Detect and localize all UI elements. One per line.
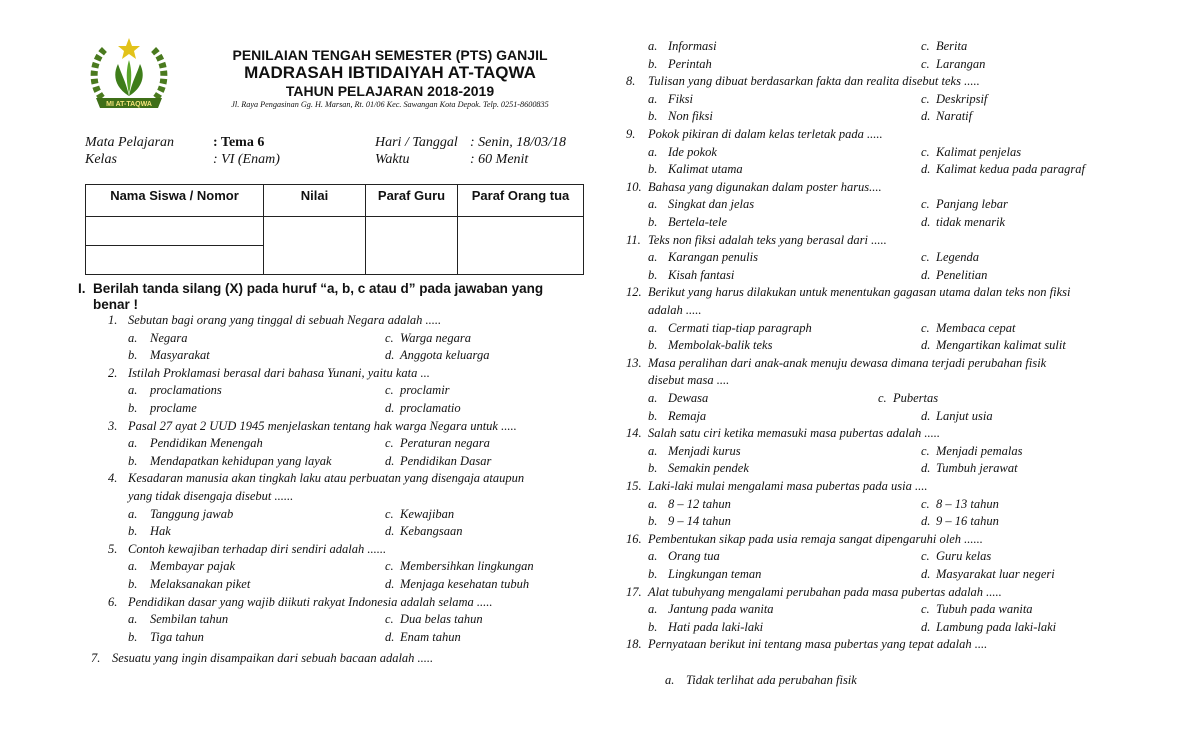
option-letter: c.	[921, 144, 930, 159]
option-text: Kisah fantasi	[668, 267, 735, 282]
question-text-continued: yang tidak disengaja disebut ......	[128, 489, 294, 503]
question-text: Sebutan bagi orang yang tinggal di sebuah Negara adalah .....	[128, 313, 442, 327]
question-number: 15.	[626, 479, 642, 493]
option-text: Orang tua	[668, 549, 720, 564]
school-logo	[88, 36, 170, 118]
option-text: Tanggung jawab	[150, 506, 234, 521]
option-text: Ide pokok	[668, 144, 717, 159]
col-name: Nama Siswa / Nomor	[86, 185, 264, 217]
option-text: Kalimat utama	[668, 162, 743, 177]
time-value: : 60 Menit	[470, 152, 529, 167]
option-letter: a.	[128, 330, 138, 345]
option-text: proclamations	[150, 383, 222, 398]
option-letter: d.	[921, 215, 931, 229]
option-text: Bertela-tele	[668, 215, 727, 229]
option-text: Sembilan tahun	[150, 612, 229, 627]
option-letter: a.	[648, 197, 658, 212]
question-number: 2.	[108, 365, 118, 380]
option-letter: d.	[385, 453, 395, 468]
question-text: Contoh kewajiban terhadap diri sendiri adalah ......	[128, 541, 387, 556]
option-letter: c.	[385, 436, 394, 451]
question-number: 1.	[108, 313, 118, 327]
option-text: Deskripsif	[936, 91, 988, 106]
question-number: 11.	[626, 232, 641, 247]
cell-parent-sign[interactable]	[458, 217, 584, 275]
option-letter: b.	[128, 629, 138, 644]
cell-score[interactable]	[264, 217, 366, 275]
question-text: Laki-laki mulai mengalami masa pubertas pada usia ....	[648, 479, 928, 493]
option-text: Berita	[936, 39, 968, 53]
question-text: Berikut yang harus dilakukan untuk menentukan gagasan utama dalan teks non fiksi	[648, 285, 1071, 300]
option-letter: d.	[921, 567, 931, 581]
question-text: Sesuatu yang ingin disampaikan dari sebuah bacaan adalah .....	[112, 651, 434, 666]
option-letter: d.	[921, 267, 931, 282]
option-text: Dua belas tahun	[400, 612, 483, 627]
option-letter: d.	[921, 514, 931, 529]
cell-teacher-sign[interactable]	[366, 217, 458, 275]
option-letter: b.	[128, 524, 138, 539]
option-text: Fiksi	[668, 91, 693, 106]
option-text: Membayar pajak	[150, 559, 236, 574]
section-instruction-line2: benar !	[93, 297, 139, 312]
option-letter: b.	[648, 567, 658, 581]
question-text-continued: adalah .....	[648, 303, 702, 317]
option-letter: c.	[921, 549, 930, 564]
col-teacher-sign: Paraf Guru	[366, 185, 458, 217]
option-text: Lambung pada laki-laki	[936, 619, 1057, 634]
question-number: 8.	[626, 74, 636, 89]
date-label: Hari / Tanggal	[375, 135, 458, 150]
option-text: Pubertas	[893, 391, 939, 405]
option-letter: c.	[385, 330, 394, 345]
question-number: 6.	[108, 594, 118, 609]
option-letter: b.	[648, 162, 658, 177]
question-number: 5.	[108, 541, 118, 556]
question-text: Teks non fiksi adalah teks yang berasal dari .....	[648, 232, 887, 247]
option-letter: a.	[648, 549, 658, 564]
option-letter: d.	[385, 348, 395, 363]
option-text: 9 – 16 tahun	[936, 514, 999, 529]
option-letter: a.	[648, 91, 658, 106]
option-letter: d.	[921, 338, 931, 353]
option-text: Tubuh pada wanita	[936, 602, 1033, 617]
question-text: Pendidikan dasar yang wajib diikuti rakyat Indonesia adalah selama .....	[128, 594, 493, 609]
question-text-continued: disebut masa ....	[648, 373, 730, 388]
option-letter: c.	[921, 320, 930, 335]
option-text: Penelitian	[936, 267, 988, 282]
option-text: Hati pada laki-laki	[668, 619, 764, 634]
option-letter: b.	[648, 461, 658, 476]
option-letter: a.	[648, 144, 658, 159]
logo-text: MI AT-TAQWA	[106, 101, 152, 108]
option-letter: a.	[648, 391, 658, 405]
option-letter: b.	[128, 453, 138, 468]
option-text: Enam tahun	[400, 629, 461, 644]
cell-name-2[interactable]	[86, 246, 264, 275]
option-text: Non fiksi	[668, 109, 713, 124]
option-letter: c.	[921, 602, 930, 617]
question-text: Pembentukan sikap pada usia remaja sangat dipengaruhi oleh ......	[648, 531, 983, 546]
option-letter: b.	[648, 267, 658, 282]
option-text: Panjang lebar	[936, 197, 1008, 212]
option-text: Cermati tiap-tiap paragraph	[668, 320, 812, 335]
option-text: Semakin pendek	[668, 461, 749, 476]
question-number: 9.	[626, 127, 636, 141]
subject-value: : Tema 6	[213, 135, 265, 150]
question-number: 14.	[626, 426, 642, 441]
option-text: Jantung pada wanita	[668, 602, 774, 617]
option-text: Negara	[150, 330, 188, 345]
option-letter: d.	[921, 408, 931, 423]
option-letter: d.	[385, 577, 395, 591]
option-text: Remaja	[668, 408, 707, 423]
option-letter: c.	[385, 612, 394, 627]
question-number: 18.	[626, 637, 642, 652]
question-text: Kesadaran manusia akan tingkah laku atau perbuatan yang disengaja ataupun	[128, 471, 525, 486]
section-instruction-line1: Berilah tanda silang (X) pada huruf “a, b, c atau d” pada jawaban yang	[93, 281, 544, 296]
option-letter: d.	[921, 619, 931, 634]
question-number: 13.	[626, 355, 642, 370]
option-letter: a.	[648, 320, 658, 335]
option-text: Pendidikan Dasar	[400, 453, 492, 468]
question-text: Pernyataan berikut ini tentang masa pubertas yang tepat adalah ....	[648, 637, 988, 652]
option-letter: b.	[648, 408, 658, 423]
header-line1: PENILAIAN TENGAH SEMESTER (PTS) GANJIL	[232, 47, 548, 63]
option-text: Kalimat penjelas	[936, 144, 1022, 159]
option-text: Tidak terlihat ada perubahan fisik	[686, 673, 857, 687]
option-letter: d.	[385, 401, 395, 415]
col-parent-sign: Paraf Orang tua	[458, 185, 584, 217]
option-text: Mendapatkan kehidupan yang layak	[150, 453, 332, 468]
question-text: Pasal 27 ayat 2 UUD 1945 menjelaskan tentang hak warga Negara untuk .....	[128, 418, 517, 433]
option-letter: c.	[878, 391, 887, 405]
option-letter: d.	[385, 524, 395, 539]
option-letter: d.	[921, 461, 931, 476]
option-letter: a.	[665, 673, 675, 687]
option-letter: d.	[385, 629, 395, 644]
option-letter: b.	[648, 215, 658, 229]
option-text: Melaksanakan piket	[150, 577, 251, 591]
option-text: Masyarakat luar negeri	[936, 567, 1055, 581]
school-address: Jl. Raya Pengasinan Gg. H. Marsan, Rt. 01/06 Kec. Sawangan Kota Depok. Telp. 0251-8600835	[231, 100, 549, 109]
option-text: Lingkungan teman	[668, 567, 762, 581]
option-text: Anggota keluarga	[400, 348, 490, 363]
option-text: Larangan	[936, 56, 986, 71]
option-letter: d.	[921, 162, 931, 177]
question-text: Bahasa yang digunakan dalam poster harus....	[648, 179, 882, 194]
option-letter: c.	[921, 197, 930, 212]
option-text: Naratif	[936, 109, 973, 124]
option-text: Lanjut usia	[936, 408, 993, 423]
option-text: Tiga tahun	[150, 629, 204, 644]
option-letter: a.	[128, 612, 138, 627]
question-text: Istilah Proklamasi berasal dari bahasa Yunani, yaitu kata ...	[128, 365, 430, 380]
class-label: Kelas	[85, 152, 117, 167]
question-number: 17.	[626, 584, 642, 599]
cell-name-1[interactable]	[86, 217, 264, 246]
school-name: MADRASAH IBTIDAIYAH AT-TAQWA	[244, 63, 536, 82]
option-text: Legenda	[936, 250, 980, 265]
option-letter: b.	[128, 401, 138, 415]
option-letter: c.	[921, 496, 930, 511]
option-letter: c.	[385, 559, 394, 574]
option-text: tidak menarik	[936, 215, 1006, 229]
option-letter: a.	[648, 496, 658, 511]
option-letter: a.	[648, 443, 658, 458]
option-letter: b.	[648, 338, 658, 353]
col-score: Nilai	[264, 185, 366, 217]
question-number: 10.	[626, 179, 642, 194]
question-number: 7.	[91, 651, 101, 666]
option-letter: b.	[648, 56, 658, 71]
option-text: Menjadi pemalas	[936, 443, 1023, 458]
option-text: Hak	[150, 524, 171, 539]
question-text: Alat tubuhyang mengalami perubahan pada masa pubertas adalah .....	[648, 584, 1002, 599]
option-letter: a.	[128, 506, 138, 521]
date-value: : Senin, 18/03/18	[470, 135, 567, 150]
option-text: Warga negara	[400, 330, 471, 345]
option-text: Tumbuh jerawat	[936, 461, 1018, 476]
option-letter: b.	[128, 348, 138, 363]
option-text: Kalimat kedua pada paragraf	[936, 162, 1085, 177]
option-text: proclamir	[400, 383, 450, 398]
option-letter: c.	[385, 506, 394, 521]
option-text: 8 – 12 tahun	[668, 496, 731, 511]
section-number: I.	[78, 281, 86, 296]
option-letter: a.	[128, 436, 138, 451]
option-letter: b.	[128, 577, 138, 591]
option-letter: a.	[128, 383, 138, 398]
option-letter: c.	[385, 383, 394, 398]
option-letter: b.	[648, 514, 658, 529]
option-text: Dewasa	[668, 391, 709, 405]
time-label: Waktu	[375, 152, 410, 167]
option-letter: a.	[648, 602, 658, 617]
option-letter: d.	[921, 109, 931, 124]
option-text: Masyarakat	[150, 348, 210, 363]
option-text: Menjaga kesehatan tubuh	[400, 577, 530, 591]
option-letter: a.	[128, 559, 138, 574]
option-letter: b.	[648, 109, 658, 124]
option-letter: c.	[921, 39, 930, 53]
question-text: Masa peralihan dari anak-anak menuju dewasa dimana terjadi perubahan fisik	[648, 355, 1047, 370]
option-text: Mengartikan kalimat sulit	[936, 338, 1066, 353]
option-text: 8 – 13 tahun	[936, 496, 999, 511]
option-text: Kewajiban	[400, 506, 455, 521]
option-letter: c.	[921, 91, 930, 106]
grade-table	[85, 184, 584, 275]
question-text: Pokok pikiran di dalam kelas terletak pada .....	[648, 127, 883, 141]
option-text: Menjadi kurus	[668, 443, 741, 458]
question-number: 4.	[108, 471, 118, 486]
subject-label: Mata Pelajaran	[85, 135, 175, 150]
option-text: proclamatio	[400, 401, 461, 415]
question-text: Tulisan yang dibuat berdasarkan fakta dan realita disebut teks .....	[648, 74, 980, 89]
academic-year: TAHUN PELAJARAN 2018-2019	[285, 83, 495, 99]
option-letter: b.	[648, 619, 658, 634]
question-number: 16.	[626, 531, 642, 546]
option-letter: c.	[921, 56, 930, 71]
option-text: Guru kelas	[936, 549, 992, 564]
option-letter: c.	[921, 443, 930, 458]
option-text: Pendidikan Menengah	[150, 436, 263, 451]
option-text: Informasi	[668, 39, 717, 53]
question-text: Salah satu ciri ketika memasuki masa pubertas adalah .....	[648, 426, 940, 441]
option-letter: a.	[648, 250, 658, 265]
option-text: Peraturan negara	[400, 436, 490, 451]
option-text: Membolak-balik teks	[668, 338, 773, 353]
question-number: 3.	[108, 418, 118, 433]
option-text: Membaca cepat	[936, 320, 1016, 335]
option-text: Singkat dan jelas	[668, 197, 755, 212]
class-value: : VI (Enam)	[213, 152, 280, 167]
option-text: Kebangsaan	[400, 524, 463, 539]
question-number: 12.	[626, 285, 642, 300]
option-text: Perintah	[668, 56, 712, 71]
option-letter: a.	[648, 39, 658, 53]
option-text: 9 – 14 tahun	[668, 514, 731, 529]
option-letter: c.	[921, 250, 930, 265]
option-text: Karangan penulis	[668, 250, 758, 265]
option-text: proclame	[150, 401, 197, 415]
option-text: Membersihkan lingkungan	[400, 559, 534, 574]
